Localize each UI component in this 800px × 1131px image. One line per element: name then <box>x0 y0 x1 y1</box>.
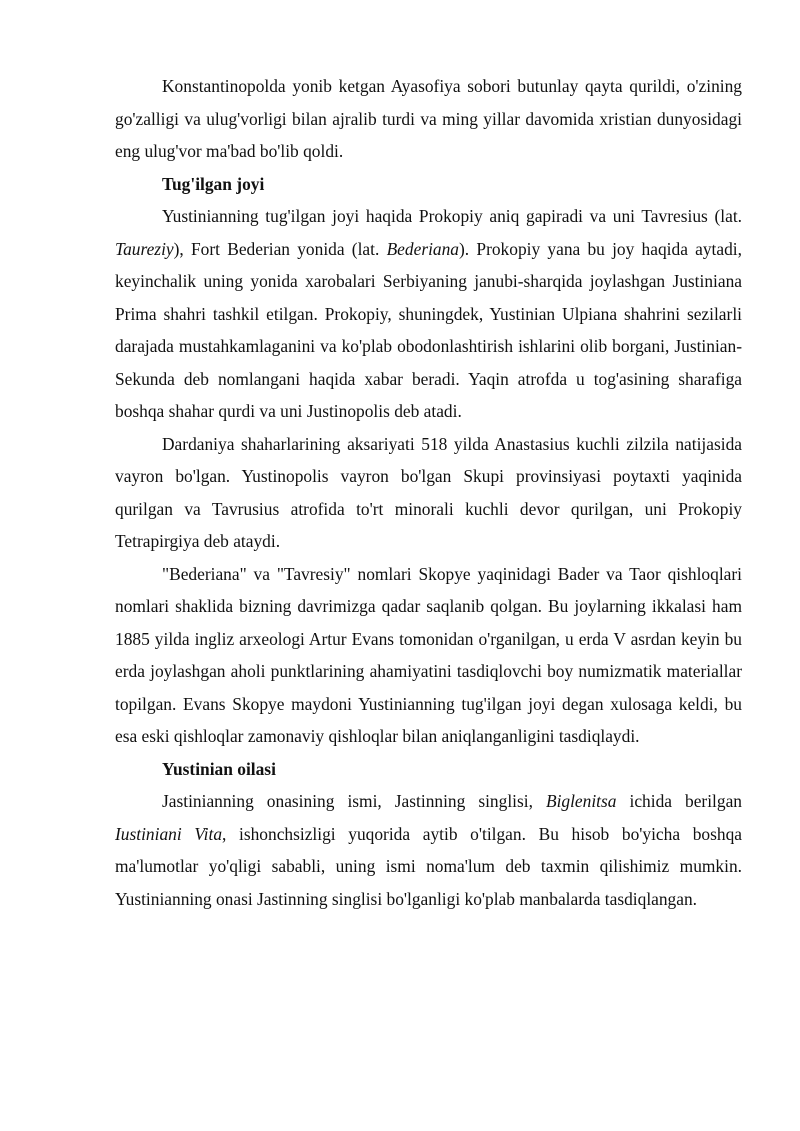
italic-term-biglenitsa: Biglenitsa <box>545 791 617 811</box>
text-run: Yustinianning tug'ilgan joyi haqida Prokopiy aniq gapiradi va uni Tavresius (lat. <box>162 206 742 226</box>
paragraph-family <box>115 785 742 915</box>
italic-term-iustiniani-vita: Iustiniani Vita <box>115 823 223 844</box>
heading-family: Yustinian oilasi <box>162 758 276 779</box>
text-run: ichida berilgan <box>616 791 742 811</box>
italic-term-bederiana: Bederiana <box>386 238 460 259</box>
text-run: ). Prokopiy yana bu joy haqida aytadi, keyinchalik uning yonida xarobalari Serbiyaning janubi-sharqida joylashgan Justiniana Prima shahri tashkil etilgan. Prokopiy, shuningdek, Yustinian Ulpiana shahrini sezilarli darajada mustahkamlaganini va ko'plab obodonlashtirish ishlarini olib borgani, Justinian-Sekunda deb nomlangani haqida xabar beradi. Yaqin atrofda u tog'asining sharafiga boshqa shahar qurdi va uni Justinopolis deb atadi. <box>115 238 742 421</box>
text-run: Jastinianning onasining ismi, Jastinning singlisi, <box>162 791 546 811</box>
paragraph-dardaniya: Dardaniya shaharlarining aksariyati 518 yilda Anastasius kuchli zilzila natijasida vayron bo'lgan. Yustinopolis vayron bo'lgan Skupi provinsiyasi poytaxti yaqinida qurilgan va Tavrusius atrofida to'rt minorali kuchli devor qurilgan, uni Prokopiy Tetrapirgiya deb ataydi. <box>115 433 742 551</box>
paragraph-birthplace <box>115 200 742 428</box>
text-run: , ishonchsizligi yuqorida aytib o'tilgan. Bu hisob bo'yicha boshqa ma'lumotlar yo'qligi sababli, uning ismi noma'lum deb taxmin qilishimiz mumkin. Yustinianning onasi Jastinning singlisi bo'lganligi ko'plab manbalarda tasdiqlangan. <box>115 823 742 909</box>
text-run: ), Fort Bederian yonida (lat. <box>173 238 387 259</box>
heading-birthplace: Tug'ilgan joyi <box>162 173 265 194</box>
italic-term-taureziy: Taureziy <box>115 238 174 259</box>
paragraph-bederiana-tavresiy: "Bederiana" va "Tavresiy" nomlari Skopye yaqinidagi Bader va Taor qishloqlari nomlari shaklida bizning davrimizga qadar saqlanib qolgan. Bu joylarning ikkalasi ham 1885 yilda ingliz arxeologi Artur Evans tomonidan o'rganilgan, u erda V asrdan keyin bu erda joylashgan aholi punktlarining ahamiyatini tasdiqlovchi boy numizmatik materiallar topilgan. Evans Skopye maydoni Yustinianning tug'ilgan joyi degan xulosaga keldi, bu esa eski qishloqlar zamonaviy qishloqlar bilan aniqlanganligini tasdiqlaydi. <box>115 563 742 746</box>
paragraph-ayasofiya: Konstantinopolda yonib ketgan Ayasofiya sobori butunlay qayta qurildi, o'zining go'zalligi va ulug'vorligi bilan ajralib turdi va ming yillar davomida xristian dunyosidagi eng ulug'vor ma'bad bo'lib qoldi. <box>115 76 742 161</box>
document-page <box>115 70 742 915</box>
